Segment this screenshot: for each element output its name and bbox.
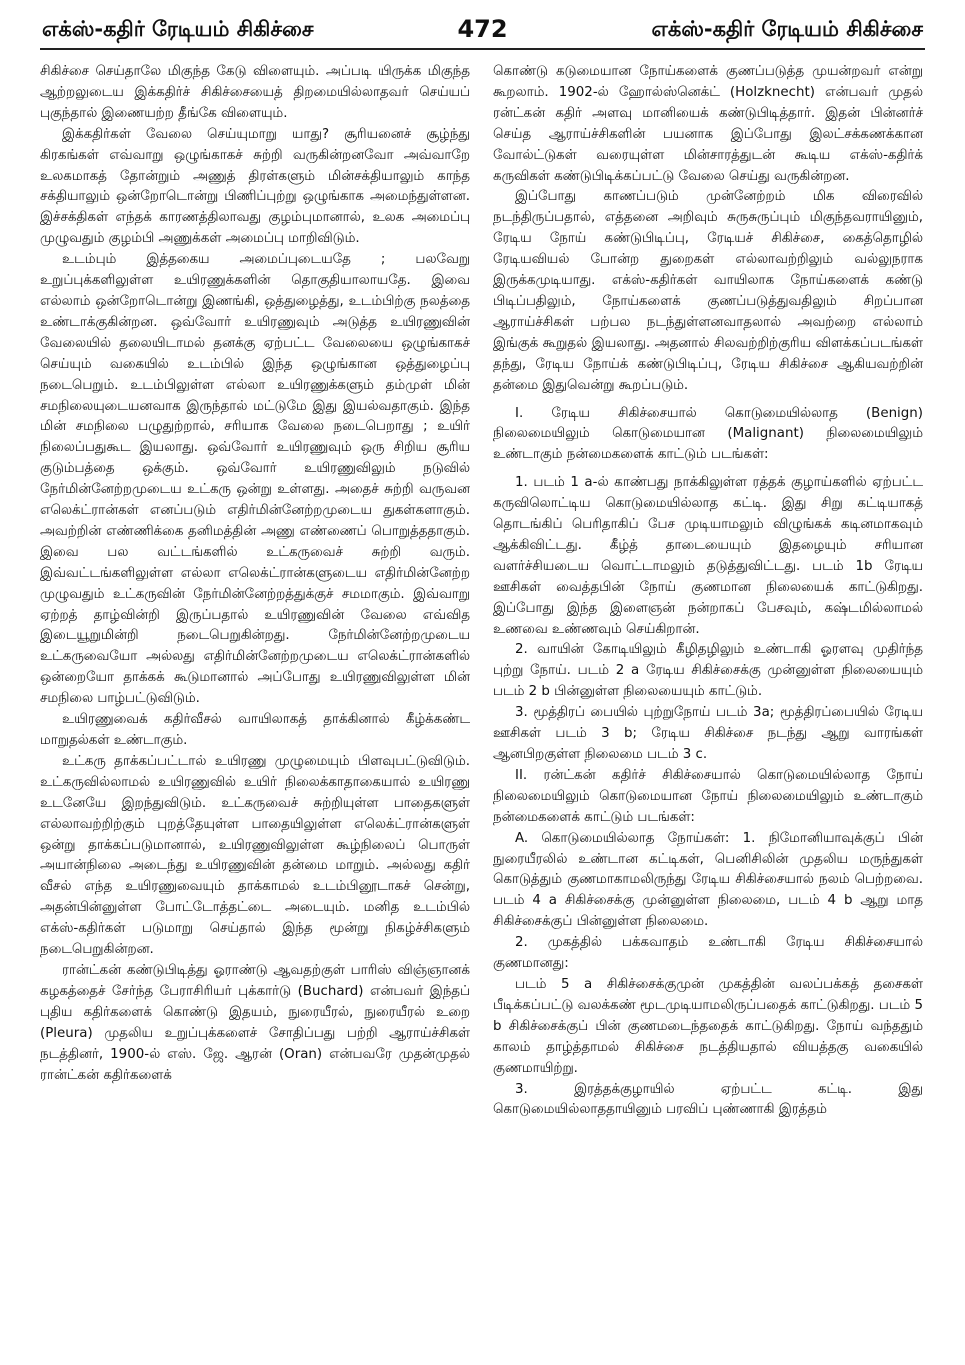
paragraph: உடம்பும் இத்தகைய அமைப்புடையதே ; பலவேறு உறுப்புக்களிலுள்ள உயிரணுக்களின் தொகுதியாலாயதே. இவை எல்லாம் ஒன்றோடொன்று இணங்கி, ஒத்துழைத்து, உடம்பிற்கு நலத்தை உண்டாக்குகின்றன. ஒவ்வோர் உயிரணுவும் அடுத்த உயிரணுவின் வேலையில் தலையிடாமல் தனக்கு ஏற்பட்ட வேலையை ஒழுங்காகச் செய்யும் வகையில் உடம்பில் இந்த ஒழுங்கான ஒத்துழைப்பு நடைபெறும். உடம்பிலுள்ள எல்லா உயிரணுக்களும் தம்முள் மின் சமநிலையுடையனவாக இருந்தால் மட்டுமே இது இயல்வதாகும். இந்த மின் சமநிலை பழுதுற்றால், சரியாக வேலை நடைபெறாது ; உயிர் நிலைப்பதுகூட இயலாது. ஒவ்வோர் உயிரணுவும் ஒரு சிறிய சூரிய குடும்பத்தை ஒக்கும். ஒவ்வோர் உயிரணுவிலும் நடுவில் நேர்மின்னேற்றமுடைய உட்கரு ஒன்று உள்ளது. அதைச் சுற்றி வருவன எலெக்ட்ரான்கள் எனப்படும் எதிர்மின்னேற்றமுடைய துகள்களாகும். அவற்றின் எண்ணிக்கை தனிமத்தின் அணு எண்ணைப் பொறுத்ததாகும். இவை பல வட்டங்களில் உட்கருவைச் சுற்றி வரும். இவ்வட்டங்களிலுள்ள எல்லா எலெக்ட்ரான்களுடைய எதிர்மின்னேற்ற முழுவதும் உட்கருவின் நேர்மின்னேற்றத்துக்குச் சமமாகும். இவ்வாறு ஏற்றத் தாழ்வின்றி இருப்பதால் உயிரணுவின் வேலை எவ்வித இடையூறுமின்றி நடைபெறுகின்றது. நேர்மின்னேற்றமுடைய உட்கருவையோ அல்லது எதிர்மின்னேற்றமுடைய எலெக்ட்ரான்களில் ஒன்றையோ தாக்கக் கூடுமானால் அப்போது உயிரணுவிலுள்ள மின் சமநிலை பாழ்பட்டுவிடும். — [40, 252, 470, 707]
list-item: 2. வாயின் கோடியிலும் கீழிதழிலும் உண்டாகி ஓரளவு முதிர்ந்த புற்று நோய். படம் 2 a ரேடிய சிகிச்சைக்கு முன்னுள்ள நிலையையும் படம் 2 b பின்னுள்ள நிலையையும் காட்டும். — [493, 642, 923, 700]
paragraph: இக்கதிர்கள் வேலை செய்யுமாறு யாது? சூரியனைச் சூழ்ந்து கிரகங்கள் எவ்வாறு ஒழுங்காகச் சுற்றி வருகின்றனவோ அவ்வாறே உலகமாகத் தோன்றும் அணுத் திரள்களும் மின்சக்தியாலும் காந்த சக்தியாலும் ஒன்றோடொன்று பிணிப்புற்று ஒழுங்காக அமைந்துள்ளன. இச்சக்திகள் எந்தக் காரணத்திலாவது குழம்புமானால், உலக அமைப்பு முழுவதும் குழம்பி அணுக்கள் அமைப்பு மாறிவிடும். — [40, 126, 470, 247]
paragraph: படம் 5 a சிகிச்சைக்குமுன் முகத்தின் வலப்பக்கத் தசைகள் பீடிக்கப்பட்டு வலக்கண் மூடமுடியாமலிருப்பதைக் காட்டுகிறது. படம் 5 b சிகிச்சைக்குப் பின் குணமடைந்ததைக் காட்டுகிறது. நோய் வந்ததும் காலம் தாழ்த்தாமல் சிகிச்சை நடத்தியதால் வியத்தகு வகையில் குணமாயிற்று. — [493, 976, 923, 1076]
page-number: 472 — [457, 15, 508, 43]
paragraph: உயிரணுவைக் கதிர்வீசல் வாயிலாகத் தாக்கினால் கீழ்க்கண்ட மாறுதல்கள் உண்டாகும். — [40, 712, 470, 748]
paragraph: இப்போது காணப்படும் முன்னேற்றம் மிக விரைவில் நடந்திருப்பதால், எத்தனை அறிவும் சுருசுருப்பும் மிகுந்தவராயினும், ரேடிய நோய் கண்டுபிடிப்பு, ரேடியச் சிகிச்சை, கைத்தொழில் ரேடியவியல் போன்ற துறைகள் எல்லாவற்றிலும் வல்லுநராக இருக்கமுடியாது. எக்ஸ்-கதிர்கள் வாயிலாக நோய்களைக் கண்டு பிடிப்பதிலும், நோய்களைக் குணப்படுத்துவதிலும் சிறப்பான ஆராய்ச்சிகள் பற்பல நடந்துள்ளனவாதலால் அவற்றை எல்லாம் இங்குக் கூறுதல் இயலாது. அதனால் சிலவற்றிற்குரிய விளக்கப்படங்கள் தந்து, ரேடிய நோய்க் கண்டுபிடிப்பு, ரேடிய சிகிச்சை ஆகியவற்றின் தன்மை இதுவென்று கூறப்படும். — [493, 189, 923, 393]
running-title-right: எக்ஸ்-கதிர் ரேடியம் சிகிச்சை — [651, 17, 923, 41]
section-heading: I. ரேடிய சிகிச்சையால் கொடுமையில்லாத (Benign) நிலைமையிலும் கொடுமையான (Malignant) நிலைமையிலும் உண்டாகும் நன்மைகளைக் காட்டும் படங்கள்: — [493, 405, 923, 463]
list-item: 2. முகத்தில் பக்கவாதம் உண்டாகி ரேடிய சிகிச்சையால் குணமானது: — [493, 935, 923, 972]
paragraph: ரான்ட்கன் கண்டுபிடித்து ஓராண்டு ஆவதற்குள் பாரிஸ் விஞ்ஞானக் கழகத்தைச் சேர்ந்த பேராசிரியர் புக்கார்டு (Buchard) என்பவர் இந்தப் புதிய கதிர்களைக் கொண்டு இதயம், நுரையீரல், நுரையீரல் உறை (Pleura) முதலிய உறுப்புக்களைச் சோதிப்பது பற்றி ஆராய்ச்சிகள் நடத்தினர், 1900-ல் எஸ். ஜே. ஆரன் (Oran) என்பவரே முதன்முதல் ரான்ட்கன் கதிர்களைக் — [40, 962, 470, 1083]
running-title-left: எக்ஸ்-கதிர் ரேடியம் சிகிச்சை — [42, 17, 314, 41]
section-heading: II. ரன்ட்கன் கதிர்ச் சிகிச்சையால் கொடுமையில்லாத நோய் நிலைமையிலும் கொடுமையான நோய் நிலைமையிலும் உண்டாகும் நன்மைகளைக் காட்டும் படங்கள்: — [493, 767, 923, 825]
right-column — [493, 62, 923, 1355]
list-item: 3. இரத்தக்குழாயில் ஏற்பட்ட கட்டி. இது கொடுமையில்லாததாயினும் பரவிப் புண்ணாகி இரத்தம் — [493, 1081, 923, 1118]
paragraph: உட்கரு தாக்கப்பட்டால் உயிரணு முழுமையும் பிளவுபட்டுவிடும். உட்கருவில்லாமல் உயிரணுவில் உயிர் நிலைக்காதாகையால் உயிரணு உடனேயே இறந்துவிடும். உட்கருவைச் சுற்றியுள்ள பாதைகளுள் எல்லாவற்றிற்கும் புறத்தேயுள்ள பாதையிலுள்ள எலெக்ட்ரான்களுள் ஒன்று தாக்கப்படுமானால், உயிரணுவிலுள்ள கூழ்நிலைப் பொருள் அயான்நிலை அடைந்து உயிரணுவின் தன்மை மாறும். அல்லது கதிர் வீசல் எந்த உயிரணுவையும் தாக்காமல் உடம்பினூடாகச் சென்று, அதன்பின்னுள்ள போட்டோத்தட்டை அடையும். மனித உடம்பில் எக்ஸ்-கதிர்கள் படுமாறு செய்தால் இந்த மூன்று நிகழ்ச்சிகளும் நடைபெறுகின்றன. — [40, 753, 470, 958]
list-item: 1. படம் 1 a-ல் காண்பது நாக்கிலுள்ள ரத்தக் குழாய்களில் ஏற்பட்ட கருவிலொட்டிய கொடுமையில்லாத கட்டி. இது சிறு கட்டியாகத் தொடங்கிப் பெரிதாகிப் பேச முடியாமலும் விழுங்கக் கடினமாகவும் ஆக்கிவிட்டது. கீழ்த் தாடையையும் இதழையும் சரியான வளர்ச்சியடைய வொட்டாமலும் தடுத்துவிட்டது. படம் 1b ரேடிய ஊசிகள் வைத்தபின் நோய் குணமான நிலையைக் காட்டுகிறது. இப்போது இந்த இளைஞன் நன்றாகப் பேசவும், கஷ்டமில்லாமல் உணவை உண்ணவும் செய்கிறான். — [493, 475, 923, 637]
page-header — [40, 14, 925, 50]
list-item: A. கொடுமையில்லாத நோய்கள்: 1. நிமோனியாவுக்குப் பின் நுரையீரலில் உண்டான கட்டிகள், பெனிசிலின் முதலிய மருந்துகள் கொடுத்தும் குணமாகாமலிருந்து ரேடிய சிகிச்சையால் நலம் பெற்றவை. படம் 4 a சிகிச்சைக்கு முன்னுள்ள நிலைமை, படம் 4 b ஆறு மாத சிகிச்சைக்குப் பின்னுள்ள நிலைமை. — [493, 830, 923, 930]
list-item: 3. மூத்திரப் பையில் புற்றுநோய் படம் 3a; மூத்திரப்பையில் ரேடிய ஊசிகள் படம் 3 b; ரேடிய சிகிச்சை நடந்து ஆறு வாரங்கள் ஆனபிறகுள்ள நிலைமை படம் 3 c. — [493, 705, 923, 762]
paragraph: சிகிச்சை செய்தாலே மிகுந்த கேடு விளையும். அப்படி யிருக்க மிகுந்த ஆற்றலுடைய இக்கதிர்ச் சிகிச்சையைத் திறமையில்லாதவர் செய்யப் புகுந்தால் இணையற்ற தீங்கே விளையும். — [40, 64, 470, 121]
left-column — [40, 62, 470, 1355]
paragraph: கொண்டு கடுமையான நோய்களைக் குணப்படுத்த முயன்றவர் என்று கூறலாம். 1902-ல் ஹோல்ஸ்னெக்ட் (Holzknecht) என்பவர் முதல் ரன்ட்கன் கதிர் அளவு மானியைக் கண்டுபிடித்தார். இதன் பின்னர்ச் செய்த ஆராய்ச்சிகளின் பயனாக இப்போது இலட்சக்கணக்கான வோல்ட்டுகள் வரையுள்ள மின்சாரத்துடன் கூடிய எக்ஸ்-கதிர்க் கருவிகள் கண்டுபிடிக்கப்பட்டு வேலை செய்து வருகின்றன. — [493, 64, 923, 184]
